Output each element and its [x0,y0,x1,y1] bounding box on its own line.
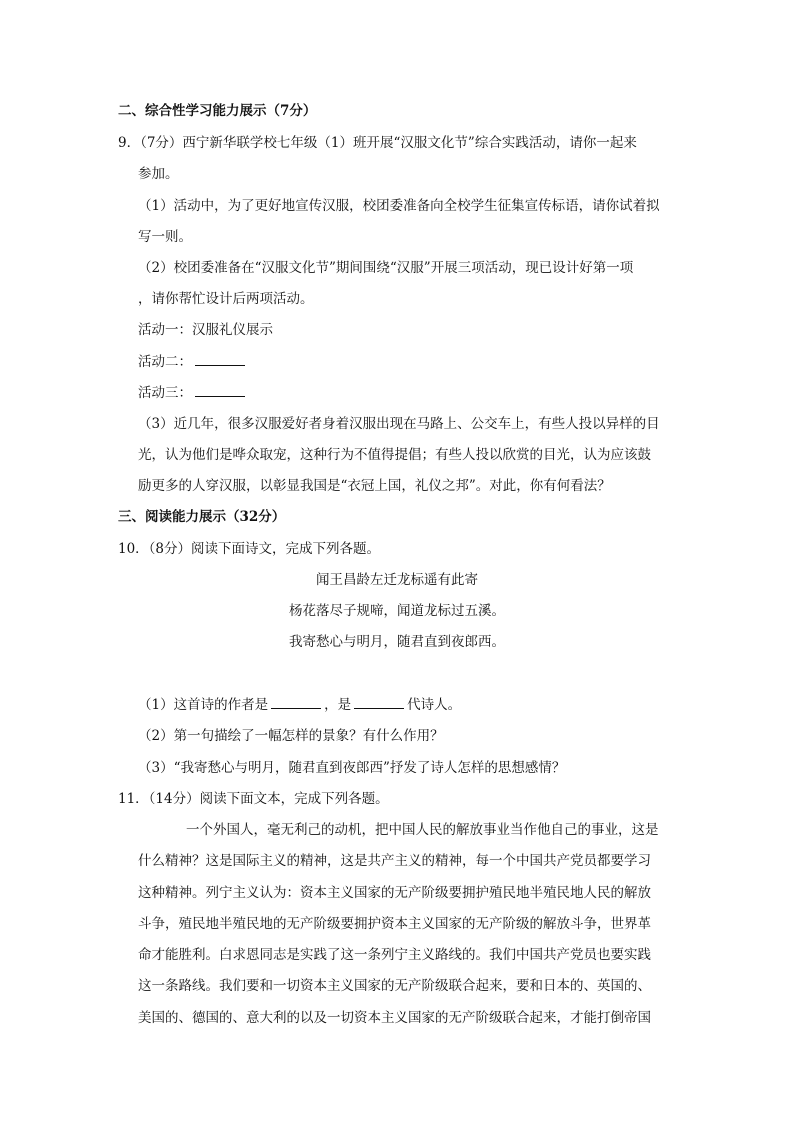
question-9-part-3-cont: 光，认为他们是哗众取宠，这种行为不值得提倡；有些人投以欣赏的目光，认为应该鼓 [138,447,651,463]
question-10-part-1 [138,695,461,715]
section-heading-2: 二、综合性学习能力展示（7分） [118,103,317,119]
q10-p1-text-b: ，是 [324,697,352,713]
passage-line: 命才能胜利。白求恩同志是实践了这一条列宁主义路线的。我们中国共产党员也要实践 [138,947,651,963]
activity-3 [138,383,248,403]
answer-blank[interactable] [271,695,321,709]
question-10-stem: 10．（8分）阅读下面诗文，完成下列各题。 [118,541,381,557]
question-9-part-3-cont: 励更多的人穿汉服，以彰显我国是“衣冠上国，礼仪之邦”。对此，你有何看法？ [138,478,611,494]
question-10-part-3: （3）“我寄愁心与明月，随君直到夜郎西”抒发了诗人怎样的思想感情？ [138,760,566,776]
activity-3-label: 活动三： [138,385,192,401]
answer-blank[interactable] [195,383,245,397]
answer-blank[interactable] [354,695,404,709]
question-9-part-2-cont: ，请你帮忙设计后两项活动。 [138,291,314,307]
activity-1: 活动一：汉服礼仪展示 [138,322,273,338]
question-9-stem-cont: 参加。 [138,166,179,182]
question-11-stem: 11．（14分）阅读下面文本，完成下列各题。 [118,791,389,807]
q10-p1-text-c: 代诗人。 [407,697,462,713]
activity-2 [138,352,248,372]
question-9-part-1: （1）活动中，为了更好地宣传汉服，校团委准备向全校学生征集宣传标语，请你试着拟 [138,198,660,214]
question-9-part-1-cont: 写一则。 [138,229,192,245]
passage-line: 这一条路线。我们要和一切资本主义国家的无产阶级联合起来，要和日本的、英国的、 [138,978,651,994]
section-heading-3: 三、阅读能力展示（32分） [118,509,286,525]
question-9-part-2: （2）校团委准备在“汉服文化节”期间围绕“汉服”开展三项活动，现已设计好第一项 [138,260,634,276]
poem-line-1: 杨花落尽子规啼，闻道龙标过五溪。 [289,603,505,619]
question-9-stem: 9．（7分）西宁新华联学校七年级（1）班开展“汉服文化节”综合实践活动，请你一起来 [118,135,637,151]
q10-p1-text-a: （1）这首诗的作者是 [138,697,269,713]
question-9-part-3: （3）近几年，很多汉服爱好者身着汉服出现在马路上、公交车上，有些人投以异样的目 [138,416,660,432]
passage-line: 什么精神？这是国际主义的精神，这是共产主义的精神，每一个中国共产党员都要学习 [138,853,651,869]
poem-title: 闻王昌龄左迁龙标遥有此寄 [316,572,478,588]
passage-line: 一个外国人，毫无利己的动机，把中国人民的解放事业当作他自己的事业，这是 [186,822,659,838]
answer-blank[interactable] [195,352,245,366]
activity-2-label: 活动二： [138,354,192,370]
passage-line: 这种精神。列宁主义认为：资本主义国家的无产阶级要拥护殖民地半殖民地人民的解放 [138,885,651,901]
passage-line: 美国的、德国的、意大利的以及一切资本主义国家的无产阶级联合起来，才能打倒帝国 [138,1010,651,1026]
passage-line: 斗争，殖民地半殖民地的无产阶级要拥护资本主义国家的无产阶级的解放斗争，世界革 [138,916,651,932]
question-10-part-2: （2）第一句描绘了一幅怎样的景象？有什么作用？ [138,728,444,744]
poem-line-2: 我寄愁心与明月，随君直到夜郎西。 [289,634,505,650]
